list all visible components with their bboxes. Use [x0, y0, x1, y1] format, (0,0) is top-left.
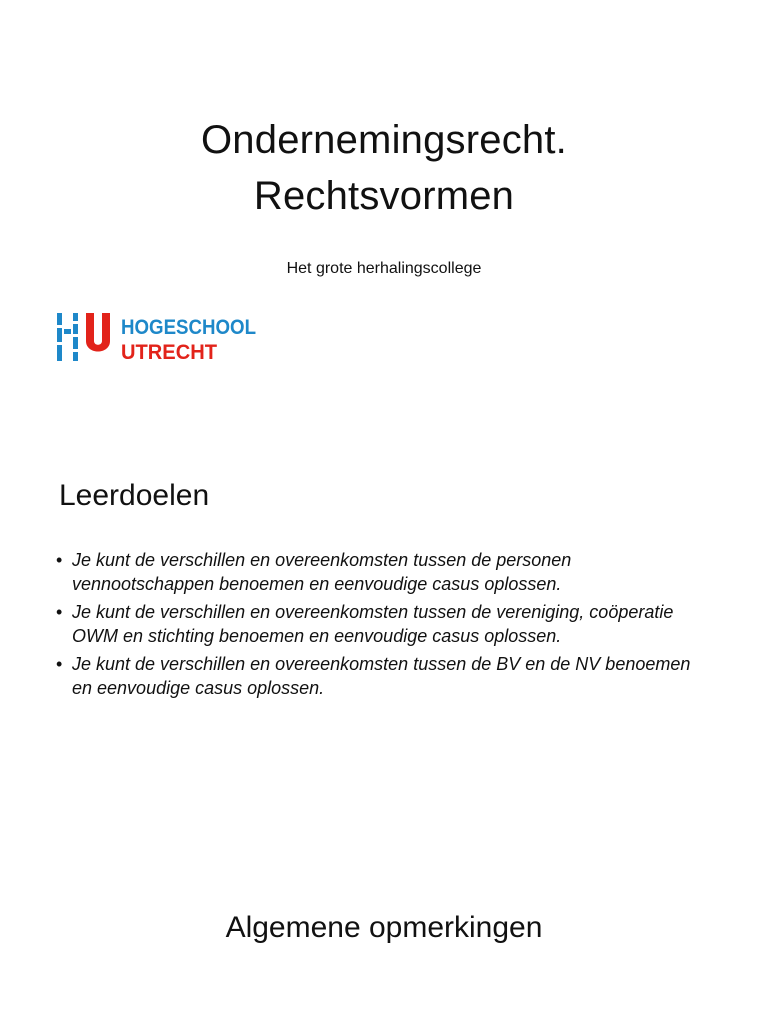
title-slide: [0, 0, 768, 410]
section-heading: Leerdoelen: [59, 479, 210, 512]
list-item: [56, 600, 696, 648]
hogeschool-utrecht-logo: [56, 311, 258, 363]
closing-slide: [0, 860, 768, 1024]
title-line-2: Rechtsvormen: [253, 174, 515, 218]
bullet-icon: •: [56, 602, 63, 622]
logo-line-2: UTRECHT: [121, 341, 218, 363]
list-item: [56, 548, 696, 596]
bullet-icon: •: [56, 550, 63, 570]
logo-u-mark: [86, 313, 110, 352]
list-item: [56, 652, 696, 700]
list-item-text: Je kunt de verschillen en overeenkomsten tussen de personen vennootschappen benoemen en eenvoudige casus oplossen.: [72, 550, 572, 594]
list-item-text: Je kunt de verschillen en overeenkomsten tussen de vereniging, coöperatie OWM en stichting benoemen en eenvoudige casus oplossen.: [72, 602, 674, 646]
page-title: [0, 112, 768, 224]
bullet-icon: •: [56, 654, 63, 674]
closing-heading: Algemene opmerkingen: [225, 911, 543, 944]
list-item-text: Je kunt de verschillen en overeenkomsten tussen de BV en de NV benoemen en eenvoudige casus oplossen.: [72, 654, 691, 698]
logo-line-1: HOGESCHOOL: [121, 316, 257, 339]
learning-goals-list: [56, 548, 696, 704]
leerdoelen-slide: [0, 450, 768, 790]
title-line-1: Ondernemingsrecht.: [200, 118, 567, 162]
logo-h-mark: [57, 313, 78, 361]
subtitle: Het grote herhalingscollege: [286, 260, 482, 277]
